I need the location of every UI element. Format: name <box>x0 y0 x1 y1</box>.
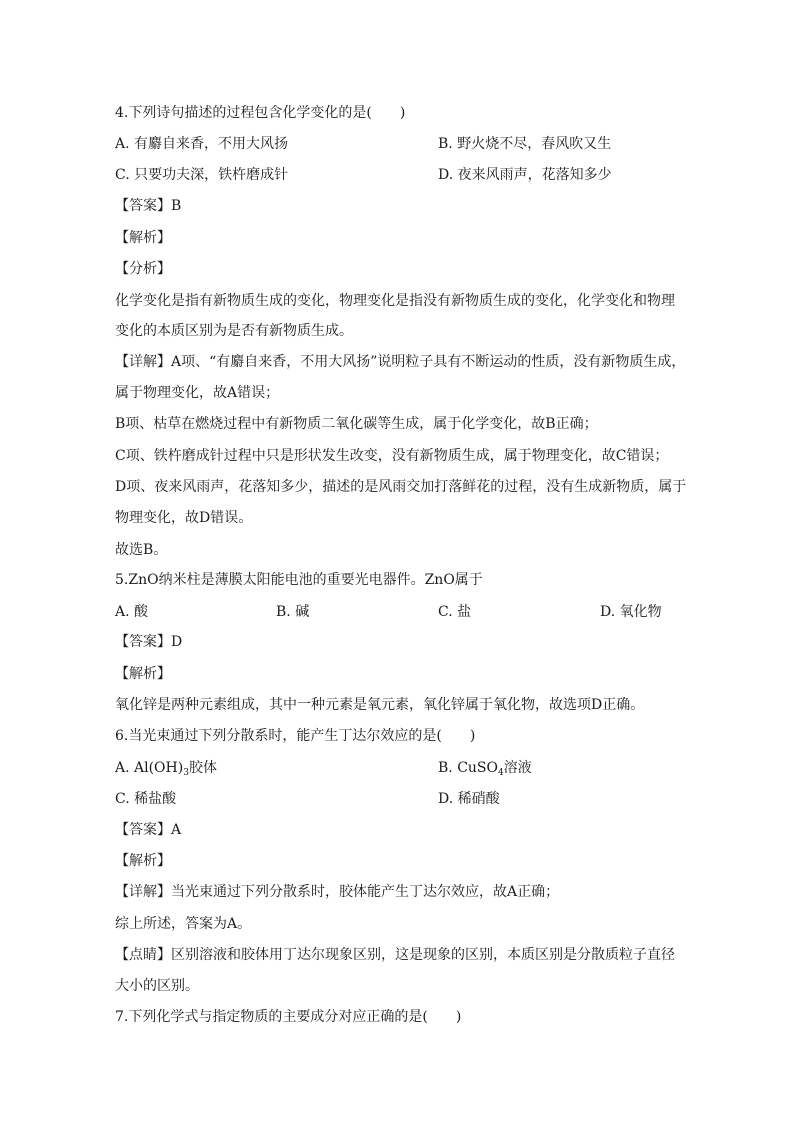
q4-detail-c: C项、铁杵磨成针过程中只是形状发生改变，没有新物质生成，属于物理变化，故C错误； <box>115 448 669 464</box>
q6-option-a-subscript: 3 <box>183 768 189 778</box>
q6-analysis-label: 【解析】 <box>115 853 171 869</box>
q6-option-a-formula: A. Al(OH) <box>115 760 184 776</box>
q4-analysis-label: 【解析】 <box>115 230 171 246</box>
q6-summary: 综上所述，答案为A。 <box>115 916 252 932</box>
q6-detail: 【详解】当光束通过下列分散系时，胶体能产生丁达尔效应，故A正确； <box>115 884 560 900</box>
q4-fenxi-label: 【分析】 <box>115 261 171 277</box>
q4-conclusion: 故选B。 <box>115 542 168 558</box>
q6-option-b-formula: B. CuSO <box>438 760 498 776</box>
q5-option-b: B. 碱 <box>276 604 310 620</box>
q4-detail-d2: 物理变化，故D错误。 <box>115 510 253 526</box>
q7-stem: 7.下列化学式与指定物质的主要成分对应正确的是( ) <box>115 1009 462 1025</box>
q4-detail-b: B项、枯草在燃烧过程中有新物质二氧化碳等生成，属于化学变化，故B正确； <box>115 416 598 432</box>
q4-option-c: C. 只要功夫深，铁杵磨成针 <box>115 167 289 183</box>
q6-option-d: D. 稀硝酸 <box>438 791 500 807</box>
q6-option-a-name: 胶体 <box>188 760 217 776</box>
q6-option-b <box>438 758 532 778</box>
q5-analysis-text: 氧化锌是两种元素组成，其中一种元素是氧元素，氧化锌属于氧化物，故选项D正确。 <box>115 697 645 713</box>
q4-detail-a1: 【详解】A项、“有麝自来香，不用大风扬”说明粒子具有不断运动的性质，没有新物质生成， <box>115 354 686 370</box>
q6-option-a <box>115 758 217 778</box>
q6-note-line1: 【点睛】区别溶液和胶体用丁达尔现象区别，这是现象的区别，本质区别是分散质粒子直径 <box>115 947 675 963</box>
q4-fenxi-line2: 变化的本质区别为是否有新物质生成。 <box>115 323 353 339</box>
q5-option-a: A. 酸 <box>115 604 149 620</box>
q5-analysis-label: 【解析】 <box>115 666 171 682</box>
q5-option-d: D. 氧化物 <box>600 604 662 620</box>
q6-note-line2: 大小的区别。 <box>115 978 199 994</box>
q4-stem: 4.下列诗句描述的过程包含化学变化的是( ) <box>115 105 406 121</box>
q4-detail-a2: 属于物理变化，故A错误； <box>115 385 280 401</box>
q6-option-b-name: 溶液 <box>503 760 532 776</box>
q6-answer: 【答案】A <box>115 822 182 838</box>
q6-option-b-subscript: 4 <box>498 768 504 778</box>
q4-option-d: D. 夜来风雨声，花落知多少 <box>438 167 612 183</box>
q6-option-c: C. 稀盐酸 <box>115 791 177 807</box>
q4-detail-d1: D项、夜来风雨声，花落知多少，描述的是风雨交加打落鲜花的过程，没有生成新物质，属于 <box>115 479 687 495</box>
q4-option-a: A. 有麝自来香，不用大风扬 <box>115 136 289 152</box>
q5-option-c: C. 盐 <box>438 604 472 620</box>
q4-fenxi-line1: 化学变化是指有新物质生成的变化，物理变化是指没有新物质生成的变化，化学变化和物理 <box>115 293 675 309</box>
q4-answer: 【答案】B <box>115 198 182 214</box>
q6-stem: 6.当光束通过下列分散系时，能产生丁达尔效应的是( ) <box>115 728 476 744</box>
q5-stem: 5.ZnO纳米柱是薄膜太阳能电池的重要光电器件。ZnO属于 <box>115 572 483 588</box>
q4-option-b: B. 野火烧不尽，春风吹又生 <box>438 136 612 152</box>
q5-answer: 【答案】D <box>115 634 183 650</box>
